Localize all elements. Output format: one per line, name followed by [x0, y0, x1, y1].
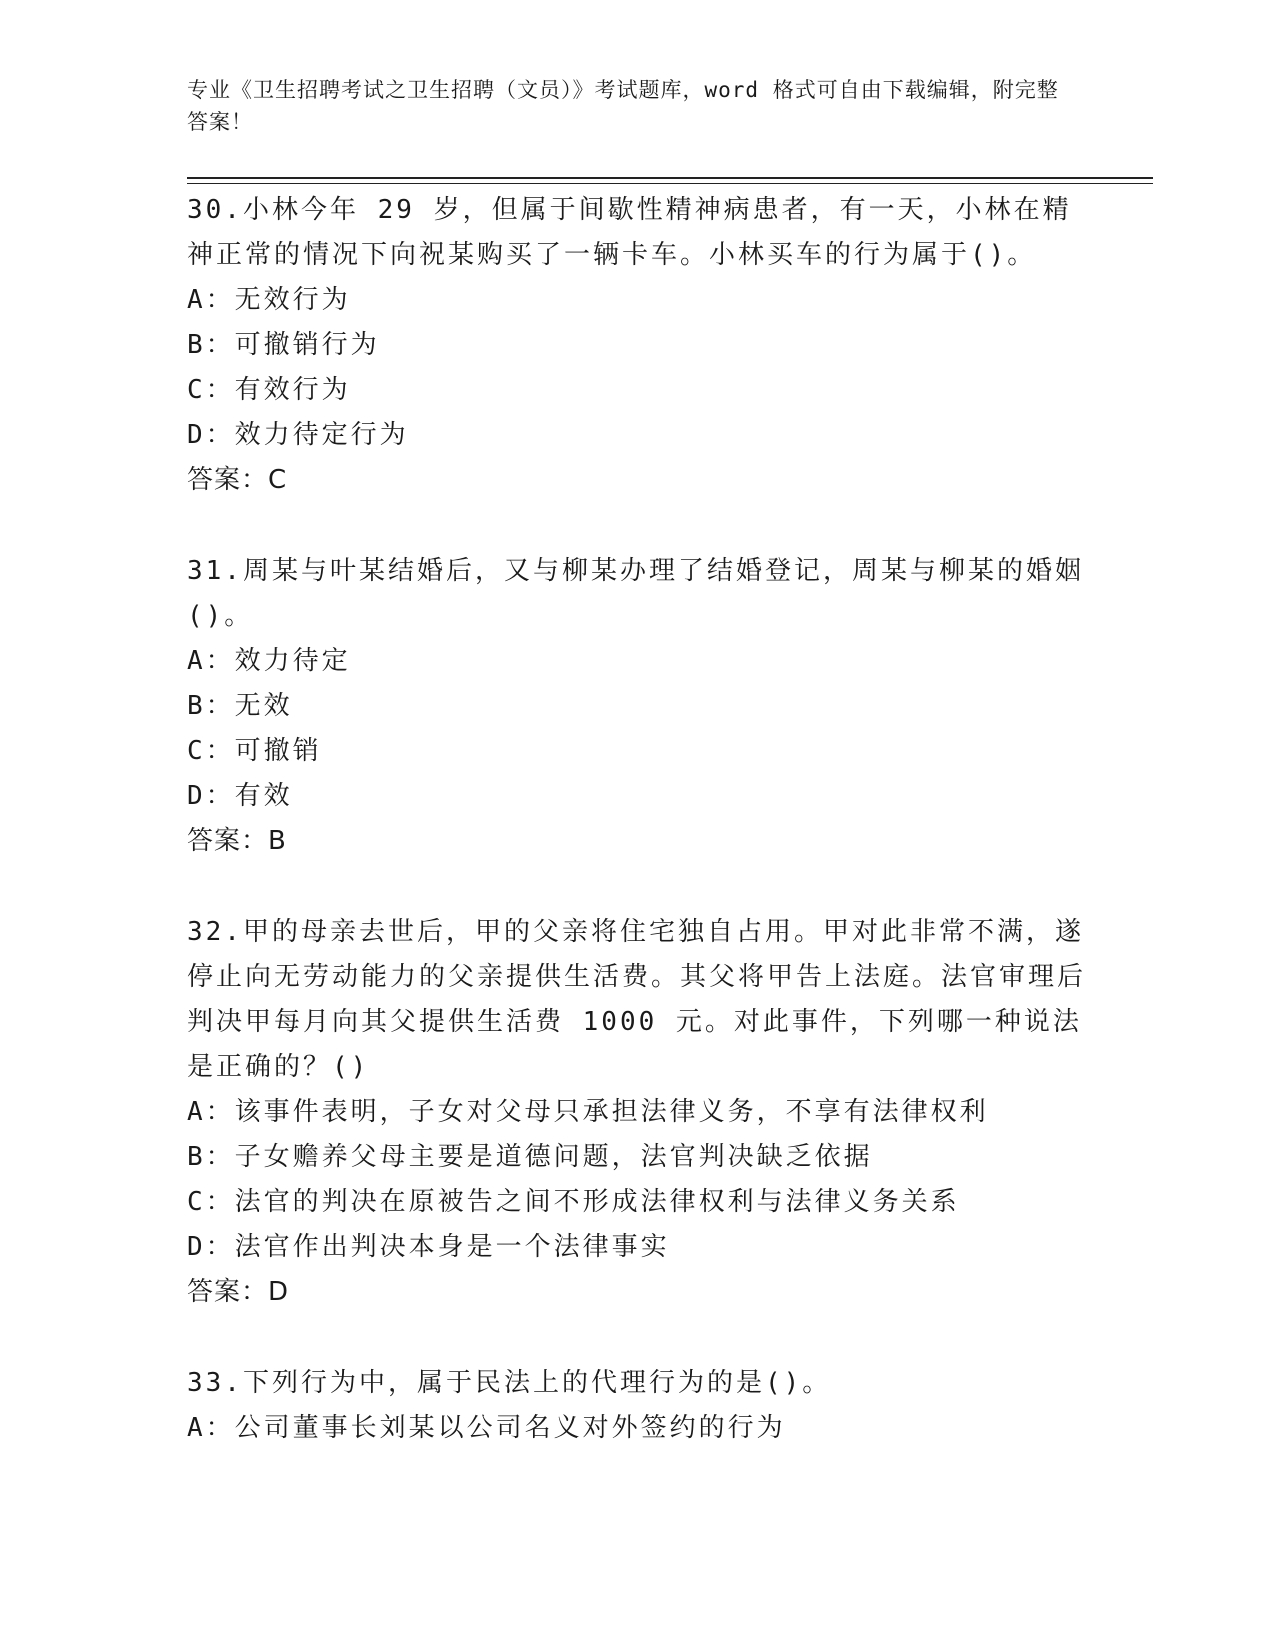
question-30	[187, 188, 1087, 503]
answer: 答案：B	[187, 826, 287, 856]
option-a: A：该事件表明，子女对父母只承担法律义务，不享有法律权利	[187, 1097, 989, 1127]
header-divider-thick	[187, 177, 1153, 179]
option-c: C：可撤销	[187, 736, 322, 766]
question-33	[187, 1361, 1087, 1451]
option-a: A：无效行为	[187, 285, 351, 315]
answer: 答案：C	[187, 465, 288, 495]
question-list	[187, 188, 1087, 1497]
document-header: 专业《卫生招聘考试之卫生招聘（文员）》考试题库，word 格式可自由下载编辑，附完整答案！	[187, 78, 1059, 134]
question-32	[187, 910, 1087, 1315]
question-31	[187, 549, 1087, 864]
question-stem: 30.小林今年 29 岁，但属于间歇性精神病患者，有一天，小林在精神正常的情况下向祝某购买了一辆卡车。小林买车的行为属于()。	[187, 195, 1072, 270]
option-d: D：效力待定行为	[187, 420, 409, 450]
header-divider-thin	[187, 183, 1153, 184]
option-c: C：法官的判决在原被告之间不形成法律权利与法律义务关系	[187, 1187, 960, 1217]
option-c: C：有效行为	[187, 375, 351, 405]
option-b: B：子女赡养父母主要是道德问题，法官判决缺乏依据	[187, 1142, 873, 1172]
question-stem: 32.甲的母亲去世后，甲的父亲将住宅独自占用。甲对此非常不满，遂停止向无劳动能力的父亲提供生活费。其父将甲告上法庭。法官审理后判决甲每月向其父提供生活费 1000 元。对此事件，下列哪一种说法是正确的？()	[187, 917, 1087, 1082]
option-a: A：效力待定	[187, 646, 351, 676]
answer: 答案：D	[187, 1277, 290, 1307]
question-stem: 33.下列行为中，属于民法上的代理行为的是()。	[187, 1368, 832, 1398]
question-stem: 31.周某与叶某结婚后，又与柳某办理了结婚登记，周某与柳某的婚姻()。	[187, 556, 1084, 631]
option-b: B：无效	[187, 691, 293, 721]
option-d: D：有效	[187, 781, 293, 811]
option-b: B：可撤销行为	[187, 330, 380, 360]
option-a: A：公司董事长刘某以公司名义对外签约的行为	[187, 1413, 786, 1443]
option-d: D：法官作出判决本身是一个法律事实	[187, 1232, 670, 1262]
